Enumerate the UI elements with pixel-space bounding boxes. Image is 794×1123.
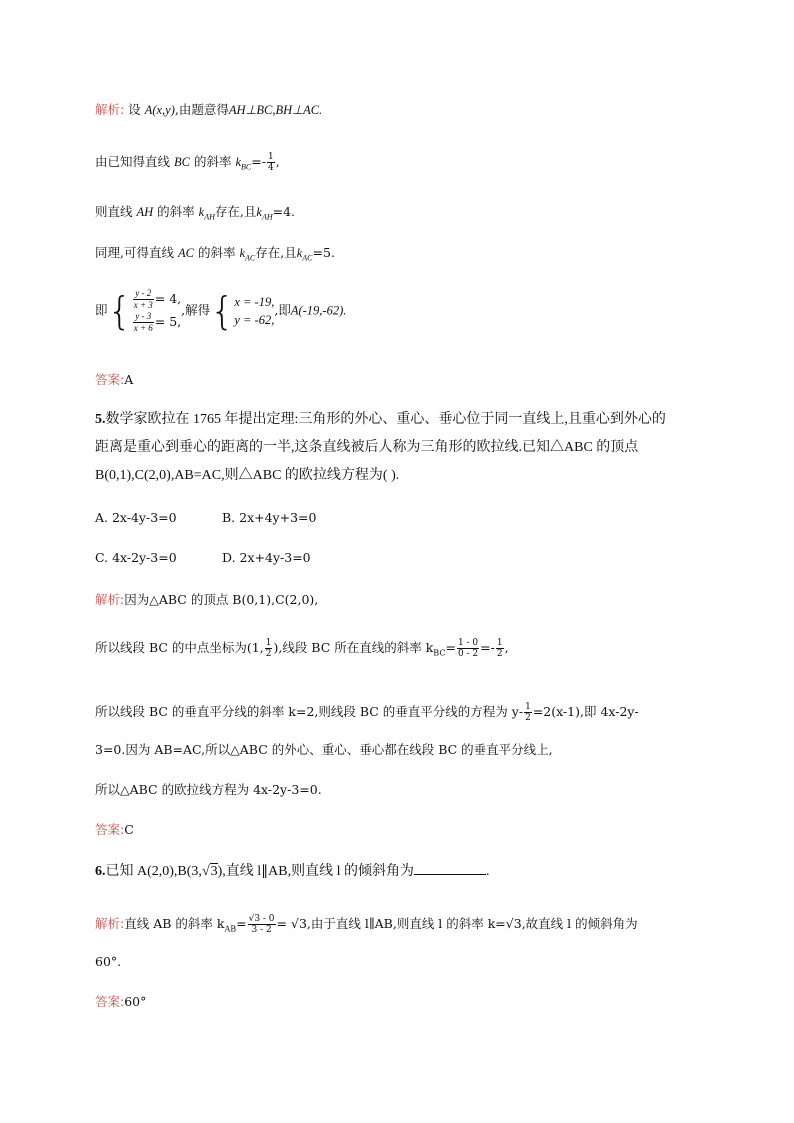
q5-analysis-3: 所以线段 BC 的垂直平分线的斜率 k=2,则线段 BC 的垂直平分线的方程为 y- $\frac{1}{2}$ =2(x-1),即 4x-2y- xyxy=(95,702,639,723)
analysis-label: 解析: xyxy=(95,102,125,117)
analysis-label: 解析: xyxy=(95,916,125,931)
q5-stem-2: 距离是重心到垂心的距离的一半,这条直线被后人称为三角形的欧拉线.已知△ABC 的顶点 xyxy=(95,440,639,455)
analysis-label: 解析: xyxy=(95,592,125,607)
p4-line-2: 由已知得直线 BC 的斜率 $k_{BC}=-$ $\frac{1}{4}$ , xyxy=(95,152,280,173)
p4-line-4: 同理,可得直线 AC 的斜率 $k_{AC}$存在,且$k_{AC}=5$. xyxy=(95,245,335,263)
q5-stem-3: B(0,1),C(2,0),AB=AC,则△ABC 的欧拉线方程为( ). xyxy=(95,468,400,483)
q6-answer: 答案:60° xyxy=(95,994,147,1009)
p4-answer: 答案:A xyxy=(95,372,134,387)
answer-blank[interactable] xyxy=(414,861,486,875)
q5-analysis-2: 所以线段 BC 的中点坐标为(1, $\frac{1}{2}$ ),线段 BC 所在直线的斜率 $k_{BC}=$ $\frac{1 - 0}{0 - 2}$ =- $\frac{1}{2}$ , xyxy=(95,638,509,659)
answer-label: 答案: xyxy=(95,822,125,837)
q5-stem-1: 5.数学家欧拉在 1765 年提出定理:三角形的外心、重心、垂心位于同一直线上,且重心到外心的 xyxy=(95,412,666,427)
q5-answer: 答案:C xyxy=(95,822,134,837)
q5-analysis-1: 解析:因为△ABC 的顶点 B(0,1),C(2,0), xyxy=(95,592,319,607)
p4-line-1: 解析: 设 A(x,y),由题意得AH⊥BC,BH⊥AC. xyxy=(95,102,323,117)
q5-analysis-4: 3=0.因为 AB=AC,所以△ABC 的外心、重心、垂心都在线段 BC 的垂直平分线上, xyxy=(95,742,553,757)
question-number: 6. xyxy=(95,864,106,879)
solution-system: x = -19, y = -62, xyxy=(234,295,275,327)
q5-option-c: C. 4x-2y-3=0 xyxy=(95,550,177,565)
q6-stem: 6.已知 A(2,0),B(3,√3),直线 l∥AB,则直线 l 的倾斜角为 . xyxy=(95,861,490,882)
q5-option-a: A. 2x-4y-3=0 xyxy=(95,510,177,525)
q5-option-b: B. 2x+4y+3=0 xyxy=(222,510,317,525)
p4-line-5: 即{ $\frac{y - 2}{x + 3}$ = 4, $\frac{y - 3}{x + 6}$ = 5, ,解得{ x = -19, y = -62, ,即A(-19,-62). xyxy=(95,288,347,333)
answer-label: 答案: xyxy=(95,372,125,387)
equation-system: $\frac{y - 2}{x + 3}$ = 4, $\frac{y - 3}{x + 6}$ = 5, xyxy=(133,288,182,333)
answer-label: 答案: xyxy=(95,994,125,1009)
fraction: $\frac{1}{4}$ xyxy=(267,152,274,173)
q6-analysis-1: 解析:直线 AB 的斜率 $k_{AB}=$ $\frac{√3 - 0}{3 - 2}$ = √3,由于直线 l∥AB,则直线 l 的斜率 k=√3,故直线 l 的倾斜角为 xyxy=(95,914,638,935)
q6-analysis-2: 60°. xyxy=(95,954,122,969)
q5-option-d: D. 2x+4y-3=0 xyxy=(222,550,311,565)
q5-analysis-5: 所以△ABC 的欧拉线方程为 4x-2y-3=0. xyxy=(95,782,322,797)
question-number: 5. xyxy=(95,412,106,427)
p4-line-3: 则直线 AH 的斜率 $k_{AH}$存在,且$k_{AH}=4$. xyxy=(95,204,296,222)
